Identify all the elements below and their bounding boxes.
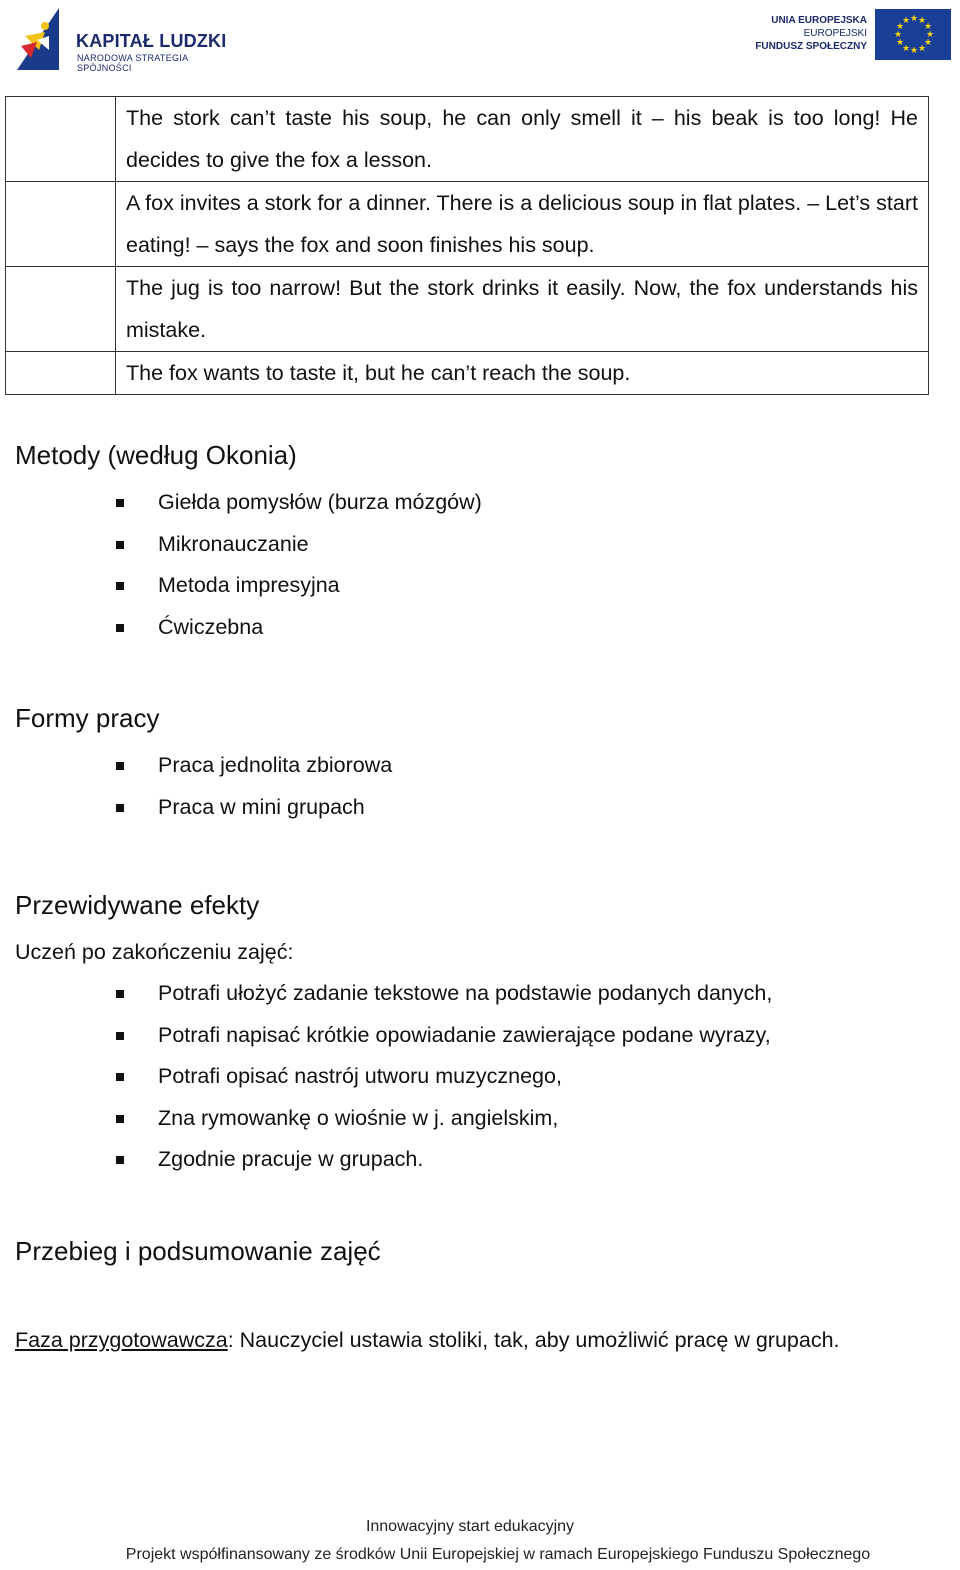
effects-intro: Uczeń po zakończeniu zajęć: bbox=[15, 940, 294, 964]
eu-logo-line1: UNIA EUROPEJSKA bbox=[771, 15, 867, 26]
list-item: Praca w mini grupach bbox=[115, 787, 392, 829]
list-item: Zgodnie pracuje w grupach. bbox=[115, 1139, 772, 1181]
list-item: Potrafi napisać krótkie opowiadanie zawierające podane wyrazy, bbox=[115, 1015, 772, 1057]
table-cell-text: The fox wants to taste it, but he can’t reach the soup. bbox=[116, 352, 929, 395]
list-item: Mikronauczanie bbox=[115, 524, 482, 566]
table-cell-text: A fox invites a stork for a dinner. There is a delicious soup in flat plates. – Let’s start eating! – says the fox and soon finishes his soup. bbox=[116, 182, 929, 267]
phase-label: Faza przygotowawcza bbox=[15, 1328, 228, 1352]
kapital-ludzki-subtitle: NARODOWA STRATEGIA SPÓJNOŚCI bbox=[77, 53, 188, 73]
kapital-ludzki-emblem-icon bbox=[15, 6, 75, 72]
page-header bbox=[0, 0, 960, 80]
eu-flag-icon bbox=[875, 9, 951, 60]
list-item: Giełda pomysłów (burza mózgów) bbox=[115, 482, 482, 524]
eu-logo-text bbox=[755, 14, 867, 53]
svg-text:★: ★ bbox=[924, 22, 933, 32]
table-cell-empty bbox=[6, 182, 116, 267]
forms-list bbox=[115, 745, 392, 828]
eu-logo-line3: FUNDUSZ SPOŁECZNY bbox=[755, 41, 867, 52]
svg-text:★: ★ bbox=[910, 46, 919, 56]
effects-heading: Przewidywane efekty bbox=[15, 890, 260, 920]
table-row bbox=[6, 267, 929, 352]
list-item: Potrafi ułożyć zadanie tekstowe na podstawie podanych danych, bbox=[115, 973, 772, 1015]
table-cell-text: The stork can’t taste his soup, he can only smell it – his beak is too long! He decides to give the fox a lesson. bbox=[116, 97, 929, 182]
table-row bbox=[6, 182, 929, 267]
course-heading: Przebieg i podsumowanie zajęć bbox=[15, 1236, 381, 1266]
course-paragraph bbox=[15, 1320, 925, 1361]
story-table bbox=[5, 96, 929, 395]
phase-text: : Nauczyciel ustawia stoliki, tak, aby umożliwić pracę w grupach. bbox=[227, 1328, 840, 1352]
svg-text:★: ★ bbox=[896, 38, 905, 48]
list-item: Potrafi opisać nastrój utworu muzycznego, bbox=[115, 1056, 772, 1098]
methods-list bbox=[115, 482, 482, 648]
kapital-ludzki-logo bbox=[15, 6, 245, 72]
list-item: Praca jednolita zbiorowa bbox=[115, 745, 392, 787]
forms-heading: Formy pracy bbox=[15, 703, 160, 733]
table-cell-empty bbox=[6, 97, 116, 182]
table-cell-empty bbox=[6, 352, 116, 395]
svg-text:★: ★ bbox=[902, 16, 911, 26]
svg-text:★: ★ bbox=[894, 30, 903, 40]
list-item: Zna rymowankę o wiośnie w j. angielskim, bbox=[115, 1098, 772, 1140]
table-row bbox=[6, 352, 929, 395]
footer-funding-note: Projekt współfinansowany ze środków Unii Europejskiej w ramach Europejskiego Funduszu Społecznego bbox=[125, 1546, 871, 1563]
list-item: Ćwiczebna bbox=[115, 607, 482, 649]
table-cell-text: The jug is too narrow! But the stork drinks it easily. Now, the fox understands his mistake. bbox=[116, 267, 929, 352]
methods-heading: Metody (według Okonia) bbox=[15, 440, 297, 470]
svg-text:★: ★ bbox=[902, 44, 911, 54]
eu-logo bbox=[755, 8, 955, 66]
svg-text:★: ★ bbox=[910, 14, 919, 24]
svg-text:★: ★ bbox=[918, 44, 927, 54]
kapital-ludzki-title: KAPITAŁ LUDZKI bbox=[76, 31, 227, 51]
eu-logo-line2: EUROPEJSKI bbox=[803, 28, 867, 39]
table-cell-empty bbox=[6, 267, 116, 352]
svg-text:★: ★ bbox=[896, 22, 905, 32]
list-item: Metoda impresyjna bbox=[115, 565, 482, 607]
svg-text:★: ★ bbox=[924, 38, 933, 48]
table-row bbox=[6, 97, 929, 182]
footer-project-name: Innowacyjny start edukacyjny bbox=[365, 1518, 575, 1535]
effects-list bbox=[115, 973, 772, 1181]
svg-text:★: ★ bbox=[926, 30, 935, 40]
svg-text:★: ★ bbox=[918, 16, 927, 26]
